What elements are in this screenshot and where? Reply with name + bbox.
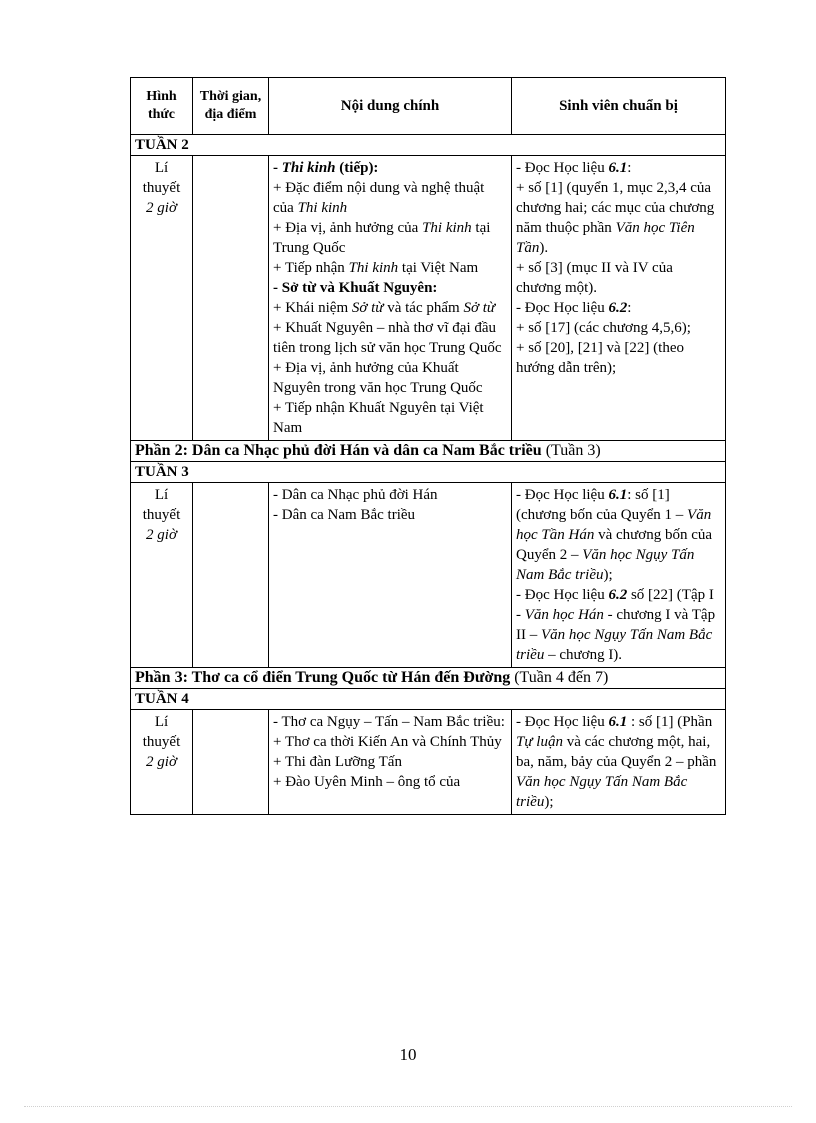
week-4-row bbox=[131, 710, 726, 815]
week-4-form: Lí thuyết 2 giờ bbox=[131, 710, 193, 815]
header-main-content: Nội dung chính bbox=[269, 78, 512, 135]
week-2-form: Lí thuyết 2 giờ bbox=[131, 156, 193, 441]
page-number: 10 bbox=[399, 1045, 417, 1064]
week-2-prep: - Đọc Học liệu 6.1: + số [1] (quyển 1, mục 2,3,4 của chương hai; các mục của chương năm thuộc phần Văn học Tiên Tần). + số [3] (mục II và IV của chương một). - Đọc Học liệu 6.2: + số [17] (các chương 4,5,6); + số [20], [21] và [22] (theo hướng dẫn trên); bbox=[512, 156, 726, 441]
header-form: Hình thức bbox=[131, 78, 193, 135]
week-4-label: TUẦN 4 bbox=[131, 689, 726, 710]
week-2-time-place bbox=[193, 156, 269, 441]
footer-divider bbox=[24, 1106, 792, 1107]
header-student-prep: Sinh viên chuẩn bị bbox=[512, 78, 726, 135]
part-2-heading: Phần 2: Dân ca Nhạc phủ đời Hán và dân ca Nam Bắc triều (Tuần 3) bbox=[131, 441, 726, 462]
part-3-heading: Phần 3: Thơ ca cổ điển Trung Quốc từ Hán đến Đường (Tuần 4 đến 7) bbox=[131, 668, 726, 689]
week-3-label: TUẦN 3 bbox=[131, 462, 726, 483]
week-3-content: - Dân ca Nhạc phủ đời Hán - Dân ca Nam Bắc triều bbox=[269, 483, 512, 668]
week-4-prep: - Đọc Học liệu 6.1 : số [1] (Phần Tự luận và các chương một, hai, ba, năm, bảy của Quyển 2 – phần Văn học Ngụy Tấn Nam Bắc triều); bbox=[512, 710, 726, 815]
week-3-time-place bbox=[193, 483, 269, 668]
week-3-prep: - Đọc Học liệu 6.1: số [1] (chương bốn của Quyển 1 – Văn học Tần Hán và chương bốn của Quyển 2 – Văn học Ngụy Tấn Nam Bắc triều); - Đọc Học liệu 6.2 số [22] (Tập I - Văn học Hán - chương I và Tập II – Văn học Ngụy Tấn Nam Bắc triều – chương I). bbox=[512, 483, 726, 668]
week-2-row bbox=[131, 156, 726, 441]
week-4-time-place bbox=[193, 710, 269, 815]
header-time-place: Thời gian, địa điểm bbox=[193, 78, 269, 135]
syllabus-table bbox=[130, 77, 726, 815]
table-header-row bbox=[131, 78, 726, 135]
week-2-label: TUẦN 2 bbox=[131, 135, 726, 156]
week-3-row bbox=[131, 483, 726, 668]
week-4-content: - Thơ ca Ngụy – Tấn – Nam Bắc triều: + Thơ ca thời Kiến An và Chính Thủy + Thi đàn Lưỡng Tấn + Đào Uyên Minh – ông tổ của bbox=[269, 710, 512, 815]
week-2-content: - Thi kinh (tiếp): + Đặc điểm nội dung và nghệ thuật của Thi kinh + Địa vị, ảnh hưởng của Thi kinh tại Trung Quốc + Tiếp nhận Thi kinh tại Việt Nam - Sở từ và Khuất Nguyên: + Khái niệm Sở từ và tác phẩm Sở từ + Khuất Nguyên – nhà thơ vĩ đại đầu tiên trong lịch sử văn học Trung Quốc + Địa vị, ảnh hưởng của Khuất Nguyên trong văn học Trung Quốc + Tiếp nhận Khuất Nguyên tại Việt Nam bbox=[269, 156, 512, 441]
week-3-form: Lí thuyết 2 giờ bbox=[131, 483, 193, 668]
